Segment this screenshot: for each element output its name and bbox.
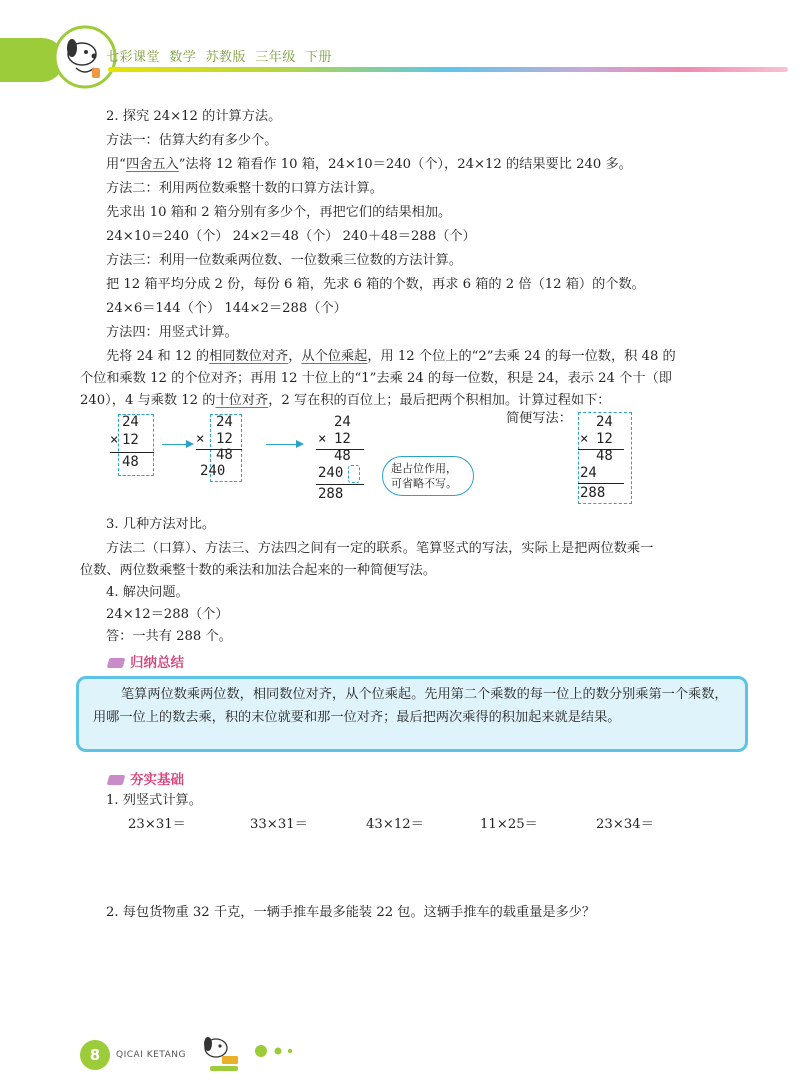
method-2-calc: 24×10＝240（个） 24×2＝48（个） 240＋48＝288（个） [106,229,476,244]
exercise-item: 23×34＝ [596,817,654,832]
method-3-text: 把 12 箱平均分成 2 份，每份 6 箱，先求 6 箱的个数，再求 6 箱的 2 倍（12 箱）的个数。 [106,277,645,292]
dog-reading-icon [196,1030,246,1074]
section-3-title: 3. 几种方法对比。 [106,517,216,532]
rounding-term: 四舍五入 [125,157,179,172]
method-1-title: 方法一：估算大约有多少个。 [106,133,278,148]
exercise-q1: 1. 列竖式计算。 [106,793,202,808]
simple-form-label: 简便写法： [506,411,572,426]
vertical-calc-step1: 24 × 12 48 [110,414,170,474]
summary-box [76,676,748,752]
dots-decoration-icon [254,1044,304,1058]
method-4-p2: 个位和乘数 12 的个位对齐；再用 12 十位上的“1”去乘 24 的每一位数，积是 24，表示 24 个十（即 [80,371,672,386]
footer-brand: QICAI KETANG [116,1050,186,1060]
exercise-item: 11×25＝ [480,817,538,832]
method-4-p1: 先将 24 和 12 的相同数位对齐，从个位乘起，用 12 个位上的“2”去乘 24 的每一位数，积 48 的 [106,349,676,364]
method-2-text: 先求出 10 箱和 2 箱分别有多少个，再把它们的结果相加。 [106,205,452,220]
header-title: 七彩课堂 数学 苏教版 三年级 下册 [106,50,333,65]
section-3-p1: 方法二（口算）、方法三、方法四之间有一定的联系。笔算竖式的写法，实际上是把两位数乘一 [106,541,654,556]
vertical-calc-step3: 24 × 12 48 240 288 [312,414,382,504]
exercise-heading: 夯实基础 [108,768,184,788]
exercise-item: 43×12＝ [366,817,424,832]
summary-text: 笔算两位数乘两位数，相同数位对齐，从个位乘起。先用第二个乘数的每一位上的数分别乘第一个乘数，用哪一位上的数去乘，积的末位就要和那一位对齐；最后把两次乘得的积加起来就是结果。 [93,687,728,725]
section-4-calc: 24×12＝288（个） [106,607,229,622]
section-4-answer: 答：一共有 288 个。 [106,629,232,644]
summary-heading: 归纳总结 [108,651,184,671]
vertical-calc-step2: 24 × 12 48 240 [196,414,256,484]
exercise-item: 33×31＝ [250,817,308,832]
method-4-title: 方法四：用竖式计算。 [106,325,238,340]
header-rainbow-stripe [108,67,788,72]
section-3-p2: 位数、两位数乘整十数的乘法和加法合起来的一种简便写法。 [80,563,437,578]
method-2-title: 方法二：利用两位数乘整十数的口算方法计算。 [106,181,383,196]
arrow-2-icon [266,444,302,445]
method-3-title: 方法三：利用一位数乘两位数、一位数乘三位数的方法计算。 [106,253,463,268]
book-icon [107,658,126,668]
method-4-p3: 240），4 与乘数 12 的十位对齐，2 写在积的百位上；最后把两个积相加。计算过程如下： [80,393,611,408]
exercise-q2: 2. 每包货物重 32 千克，一辆手推车最多能装 22 包。这辆手推车的载重量是多少？ [106,905,596,920]
section-2-title: 2. 探究 24×12 的计算方法。 [106,109,282,124]
exercise-item: 23×31＝ [128,817,186,832]
vertical-calc-simple: 24 × 12 48 24 288 [574,412,634,504]
page-number: 8 [80,1040,110,1070]
method-1-text: 用“四舍五入”法将 12 箱看作 10 箱，24×10＝240（个），24×12 的结果要比 240 多。 [106,157,632,172]
section-4-title: 4. 解决问题。 [106,585,189,600]
book-icon [107,775,126,785]
hint-bubble: 起占位作用，可省略不写。 [382,456,474,496]
method-3-calc: 24×6＝144（个） 144×2＝288（个） [106,301,347,316]
arrow-1-icon [162,444,192,445]
